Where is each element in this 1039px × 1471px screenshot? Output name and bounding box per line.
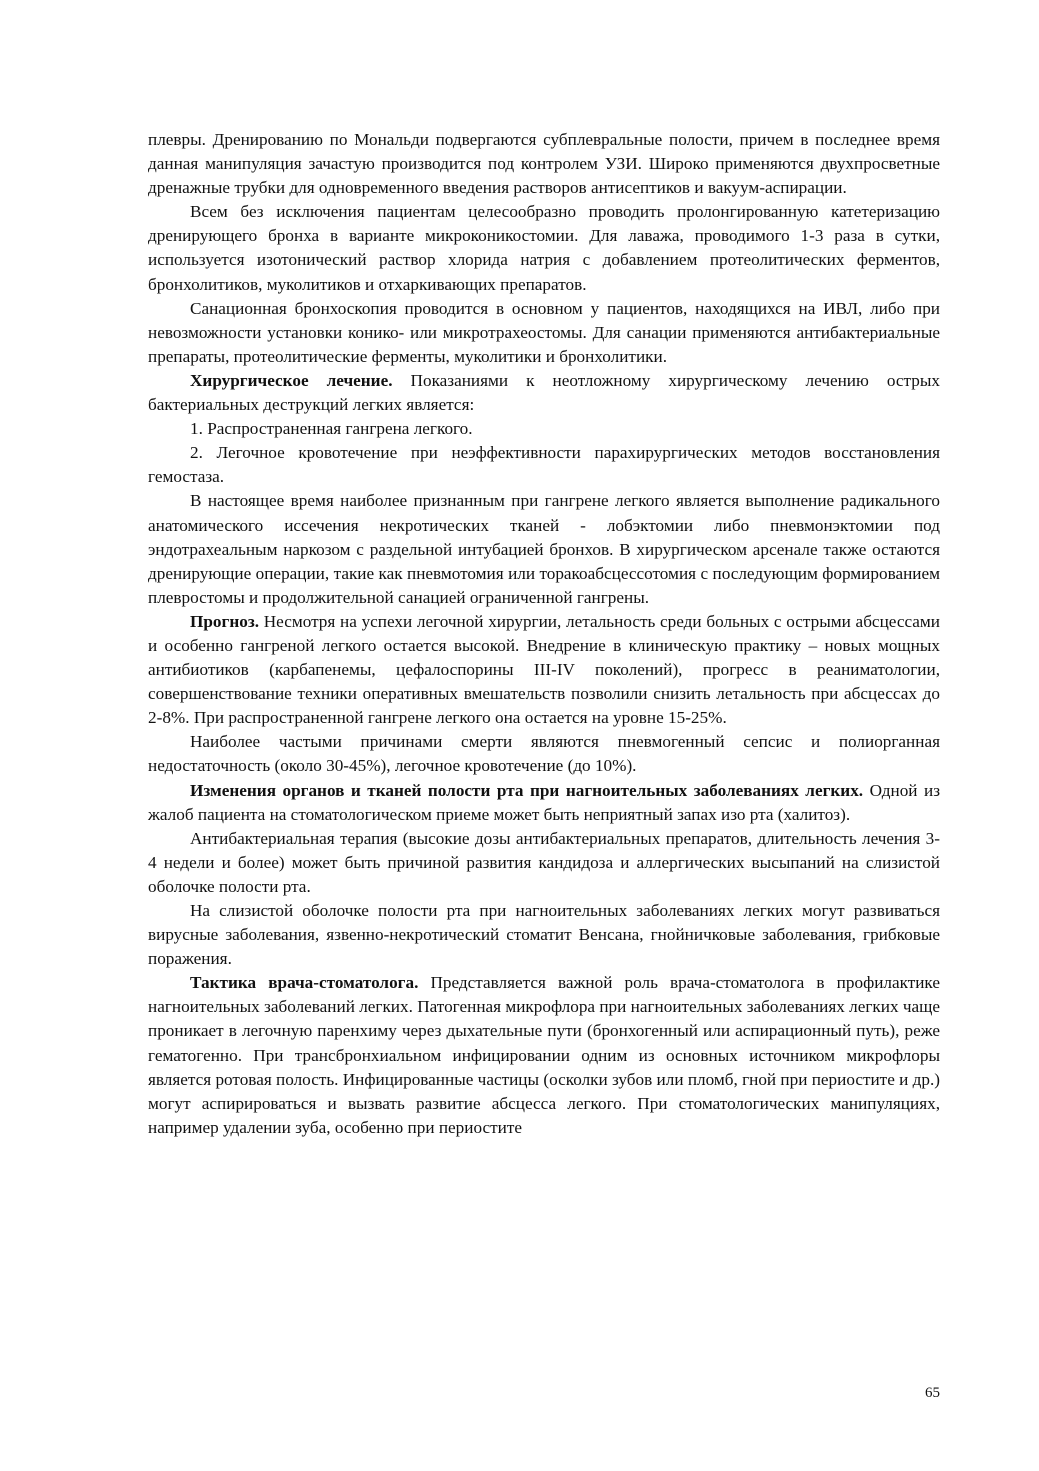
paragraph-surgical-treatment bbox=[148, 369, 940, 417]
paragraph-dentist-tactics bbox=[148, 971, 940, 1140]
paragraph-text: 1. Распространенная гангрена легкого. bbox=[190, 419, 473, 439]
paragraph-text: Одной из жалоб пациента на стоматологическом приеме может быть неприятный запах изо рта (халитоз). bbox=[148, 780, 940, 824]
paragraph-text: Представляется важной роль врача-стоматолога в профилактике нагноительных заболеваний легких. Патогенная микрофлора при нагноительных заболеваниях легких чаще проникает в легочную паренхиму через дыхательные пути (бронхогенный или аспирационный путь), реже гематогенно. При трансбронхиальном инфицировании одним из основных источником микрофлоры является ротовая полость. Инфицированные частицы (осколки зубов или пломб, гной при периостите и др.) могут аспирироваться и вызвать развитие абсцесса легкого. При стоматологических манипуляциях, например удалении зуба, особенно при периостите bbox=[148, 973, 940, 1137]
section-heading: Прогноз. bbox=[190, 611, 260, 631]
list-item-2 bbox=[148, 441, 940, 489]
page-body bbox=[148, 128, 940, 1140]
paragraph-causes-of-death bbox=[148, 730, 940, 778]
paragraph-bronchoscopy bbox=[148, 297, 940, 369]
paragraph-text: Наиболее частыми причинами смерти являются пневмогенный сепсис и полиорганная недостаточность (около 30-45%), легочное кровотечение (до 10%). bbox=[148, 732, 940, 776]
paragraph-text: Антибактериальная терапия (высокие дозы антибактериальных препаратов, длительность лечения 3-4 недели и более) может быть причиной развития кандидоза и аллергических высыпаний на слизистой оболочке полости рта. bbox=[148, 828, 940, 896]
section-heading: Хирургическое лечение. bbox=[190, 370, 393, 390]
section-heading: Изменения органов и тканей полости рта при нагноительных заболеваниях легких. bbox=[190, 780, 864, 800]
paragraph-radical-excision bbox=[148, 489, 940, 609]
paragraph-oral-changes bbox=[148, 779, 940, 827]
paragraph-text: плевры. Дренированию по Мональди подвергаются субплевральные полости, причем в последнее время данная манипуляция зачастую производится под контролем УЗИ. Широко применяются двухпросветные дренажные трубки для одновременного введения растворов антисептиков и вакуум-аспирации. bbox=[148, 130, 940, 198]
paragraph-text: На слизистой оболочке полости рта при нагноительных заболеваниях легких могут развиваться вирусные заболевания, язвенно-некротический стоматит Венсана, гнойничковые заболевания, грибковые поражения. bbox=[148, 901, 940, 969]
paragraph-drainage bbox=[148, 128, 940, 200]
paragraph-text: В настоящее время наиболее признанным при гангрене легкого является выполнение радикального анатомического иссечения некротических тканей - лобэктомии либо пневмонэктомии под эндотрахеальным наркозом с раздельной интубацией бронхов. В хирургическом арсенале также остаются дренирующие операции, такие как пневмотомия или торакоабсцессотомия с последующим формированием плевростомы и продолжительной санацией ограниченной гангрены. bbox=[148, 491, 940, 607]
paragraph-text: Несмотря на успехи легочной хирургии, летальность среди больных с острыми абсцессами и особенно гангреной легкого остается высокой. Внедрение в клиническую практику – новых мощных антибиотиков (карбапенемы, цефалоспорины III-IV поколений), прогресс в реаниматологии, совершенствование техники оперативных вмешательств позволили снизить летальность при абсцессах до 2-8%. При распространенной гангрене легкого она остается на уровне 15-25%. bbox=[148, 611, 940, 728]
section-heading: Тактика врача-стоматолога. bbox=[190, 973, 419, 993]
paragraph-prognosis bbox=[148, 610, 940, 730]
paragraph-text: Всем без исключения пациентам целесообразно проводить пролонгированную катетеризацию дренирующего бронха в варианте микроконикостомии. Для лаважа, проводимого 1-3 раза в сутки, используется изотонический раствор хлорида натрия с добавлением протеолитических ферментов, бронхолитиков, муколитиков и отхаркивающих препаратов. bbox=[148, 202, 940, 294]
paragraph-catheterization bbox=[148, 200, 940, 296]
paragraph-antibacterial-therapy bbox=[148, 827, 940, 899]
paragraph-text: 2. Легочное кровотечение при неэффективности парахирургических методов восстановления гемостаза. bbox=[148, 443, 940, 487]
page-number: 65 bbox=[925, 1385, 940, 1401]
list-item-1 bbox=[148, 417, 940, 441]
paragraph-text: Показаниями к неотложному хирургическому лечению острых бактериальных деструкций легких является: bbox=[148, 370, 940, 415]
paragraph-mucosa-diseases bbox=[148, 899, 940, 971]
paragraph-text: Санационная бронхоскопия проводится в основном у пациентов, находящихся на ИВЛ, либо при невозможности установки конико- или микротрахеостомы. Для санации применяются антибактериальные препараты, протеолитические ферменты, муколитики и бронхолитики. bbox=[148, 298, 940, 366]
